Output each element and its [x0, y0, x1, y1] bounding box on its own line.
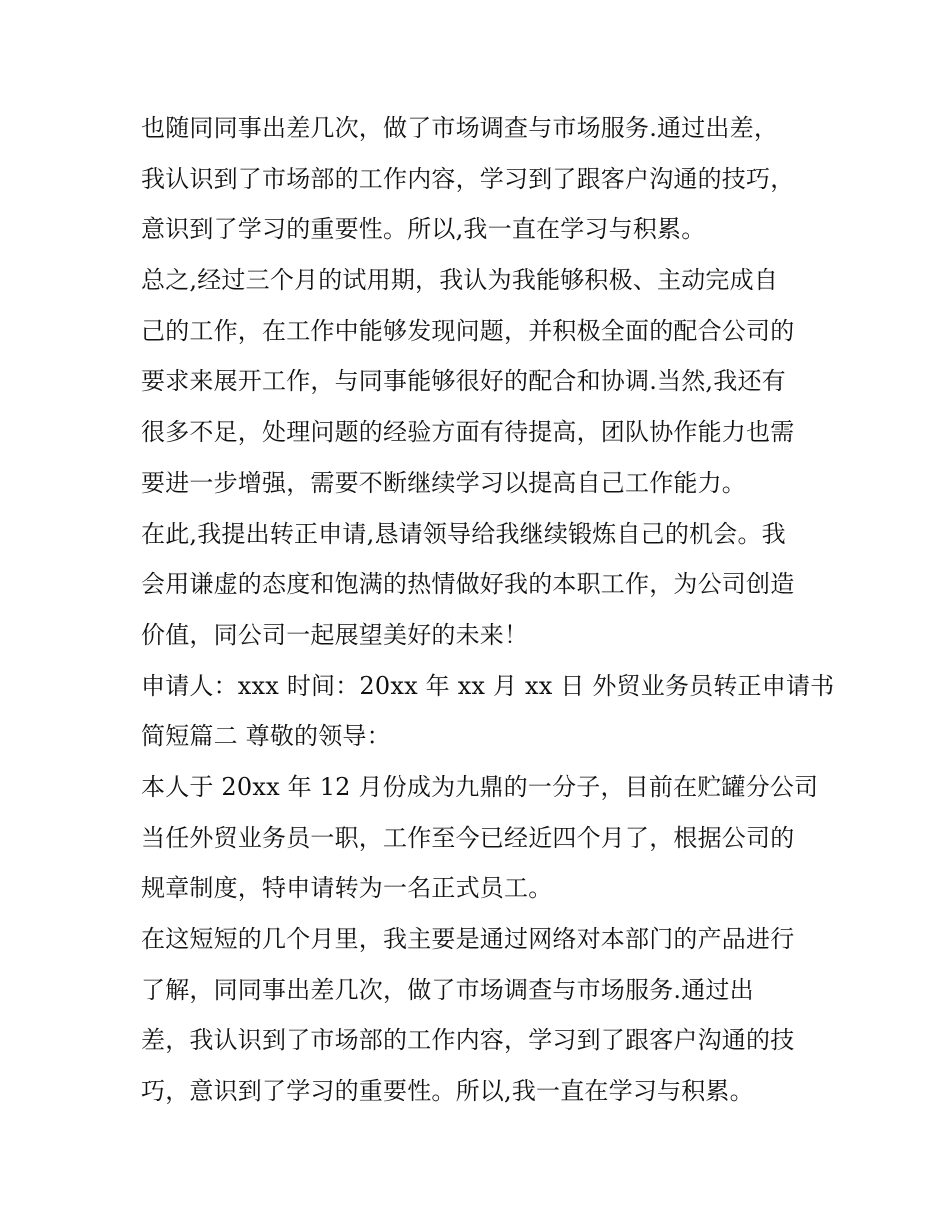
text-line: 要求来展开工作，与同事能够很好的配合和协调.当然,我还有 — [141, 367, 786, 396]
text-line: 我认识到了市场部的工作内容，学习到了跟客户沟通的技巧， — [141, 164, 795, 193]
text-line: 简短篇二 尊敬的领导： — [141, 722, 391, 751]
text-line: 己的工作，在工作中能够发现问题，并积极全面的配合公司的 — [141, 316, 795, 345]
text-line: 总之,经过三个月的试用期，我认为我能够积极、主动完成自 — [141, 266, 779, 295]
text-line: 申请人：xxx 时间：20xx 年 xx 月 xx 日 外贸业务员转正申请书 — [141, 671, 835, 700]
text-line: 本人于 20xx 年 12 月份成为九鼎的一分子，目前在贮罐分公司 — [141, 772, 819, 801]
text-line: 会用谦虚的态度和饱满的热情做好我的本职工作，为公司创造 — [141, 570, 795, 599]
text-line: 也随同同事出差几次，做了市场调查与市场服务.通过出差， — [141, 114, 779, 142]
text-line: 意识到了学习的重要性。所以,我一直在学习与积累。 — [141, 215, 706, 244]
text-line: 差，我认识到了市场部的工作内容，学习到了跟客户沟通的技 — [141, 1026, 795, 1055]
text-line: 在这短短的几个月里，我主要是通过网络对本部门的产品进行 — [141, 925, 795, 953]
document-body — [141, 103, 835, 1117]
text-line: 当任外贸业务员一职，工作至今已经近四个月了，根据公司的 — [141, 823, 795, 852]
text-line: 很多不足，处理问题的经验方面有待提高，团队协作能力也需 — [141, 418, 795, 447]
text-line: 要进一步增强，需要不断继续学习以提高自己工作能力。 — [141, 468, 746, 497]
text-line: 了解，同同事出差几次，做了市场调查与市场服务.通过出 — [141, 975, 754, 1004]
text-line: 价值，同公司一起展望美好的未来！ — [141, 620, 529, 649]
text-line: 在此,我提出转正申请,恳请领导给我继续锻炼自己的机会。我 — [141, 519, 786, 548]
text-line: 规章制度，特申请转为一名正式员工。 — [141, 874, 553, 903]
text-line: 巧，意识到了学习的重要性。所以,我一直在学习与积累。 — [141, 1077, 754, 1106]
